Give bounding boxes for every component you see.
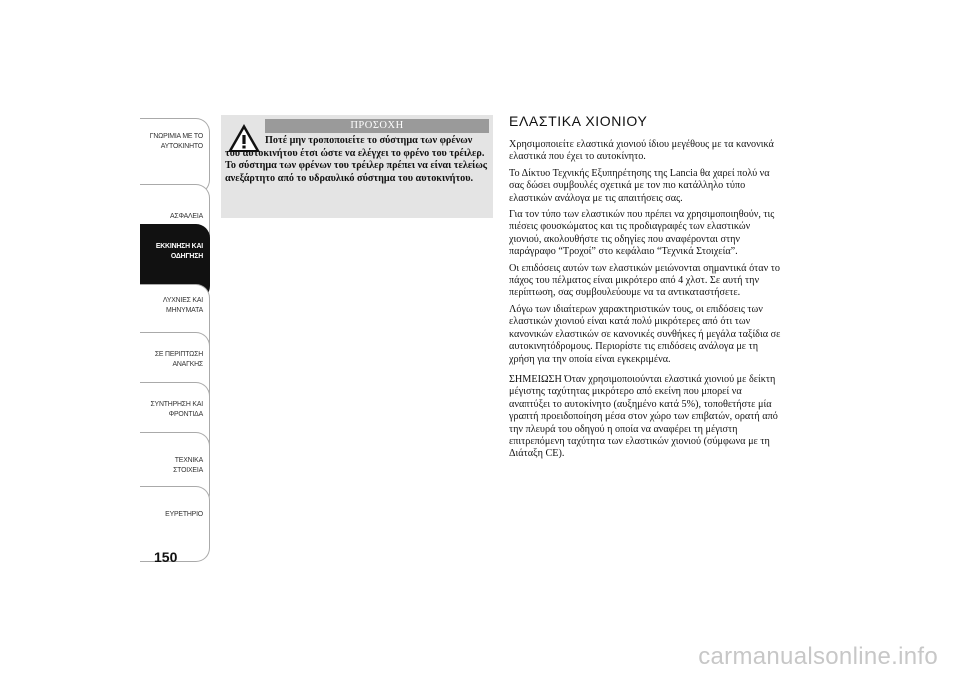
warning-text: Ποτέ μην τροποποιείτε το σύστημα των φρένων του αυτοκινήτου έτσι ώστε να ελέγχει το φρένο του τρέιλερ. Το σύστημα των φρένων του τρέιλερ πρέπει να είναι τελείως ανεξάρτητο από το υδραυλικό σύστημα του αυτοκινήτου. [225, 135, 488, 184]
tab-label: ΑΣΦΑΛΕΙΑ [169, 211, 203, 220]
paragraph: Χρησιμοποιείτε ελαστικά χιονιού ίδιου μεγέθους με τα κανονικά ελαστικά που έχει το αυτοκίνητο. [509, 139, 774, 163]
warning-header: ΠΡΟΣΟΧΗ [265, 119, 489, 133]
note-paragraph: ΣΗΜΕΙΩΣΗ Όταν χρησιμοποιούνται ελαστικά χιονιού με δείκτη μέγιστης ταχύτητας μικρότερο από εκείνη που μπορεί να αναπτύξει το αυτοκίνητο (αυξημένο κατά 5%), τοποθετήστε μία γραπτή προειδοποίηση μέσα στον χώρο των επιβατών, ορατή από την πλευρά του οδηγού η οποία να αναφέρει τη μέγιστη επιτρεπόμενη ταχύτητα των ελαστικών χιονιού (σύμφωνα με τη Διάταξη CE). [509, 373, 778, 460]
tab-label: ΣΥΝΤΗΡΗΣΗ ΚΑΙ ΦΡΟΝΤΙΔΑ [150, 399, 203, 418]
tab-label: ΛΥΧΝΙΕΣ ΚΑΙ ΜΗΝΥΜΑΤΑ [162, 295, 203, 314]
tab-label: ΕΚΚΙΝΗΣΗ ΚΑΙ ΟΔΗΓΗΣΗ [155, 241, 203, 260]
tab-label: ΕΥΡΕΤΗΡΙΟ [165, 509, 203, 518]
tab-label: ΤΕΧΝΙΚΑ ΣΤΟΙΧΕΙΑ [173, 455, 203, 474]
paragraph: Το Δίκτυο Τεχνικής Εξυπηρέτησης της Lancia θα χαρεί πολύ να σας δώσει συμβουλές σχετικά με τον πιο κατάλληλο τύπο ελαστικών ανάλογα με τις απαιτήσεις σας. [509, 167, 770, 204]
page-number: 150 [154, 549, 178, 565]
paragraph: Για τον τύπο των ελαστικών που πρέπει να χρησιμοποιηθούν, τις πιέσεις φουσκώματος και τις προδιαγραφές των ελαστικών χιονιού, ακολουθήστε τις οδηγίες που αναφέρονται στην παράγραφο “Τροχοί” στο κεφάλαιο “Τεχνικά Στοιχεία”. [509, 209, 775, 258]
warning-box [221, 115, 493, 218]
paragraph: Οι επιδόσεις αυτών των ελαστικών μειώνονται σημαντικά όταν το πάχος του πέλματος είναι μικρότερο από 4 χλστ. Σε αυτή την περίπτωση, σας συμβουλεύουμε να τα αντικαταστήσετε. [509, 262, 780, 299]
tab-getting-to-know[interactable] [140, 118, 210, 194]
watermark: carmanualsonline.info [698, 643, 938, 670]
section-title: ΕΛΑΣΤΙΚΑ ΧΙΟΝΙΟΥ [509, 113, 648, 129]
paragraph: Λόγω των ιδιαίτερων χαρακτηριστικών τους, οι επιδόσεις των ελαστικών χιονιού είναι κατά πολύ μικρότερες από ότι των κανονικών ελαστικών σε κανονικές συνθήκες ή μεγάλα ταξίδια σε αυτοκινητόδρομους. Περιορίστε τις επιδόσεις ανάλογα με τη χρήση για την οποία είναι εγκεκριμένα. [509, 303, 781, 365]
main-content [509, 113, 781, 465]
tab-label: ΓΝΩΡΙΜΙΑ ΜΕ ΤΟ ΑΥΤΟΚΙΝΗΤΟ [149, 131, 203, 150]
tab-label: ΣΕ ΠΕΡΙΠΤΩΣΗ ΑΝΑΓΚΗΣ [154, 349, 203, 368]
